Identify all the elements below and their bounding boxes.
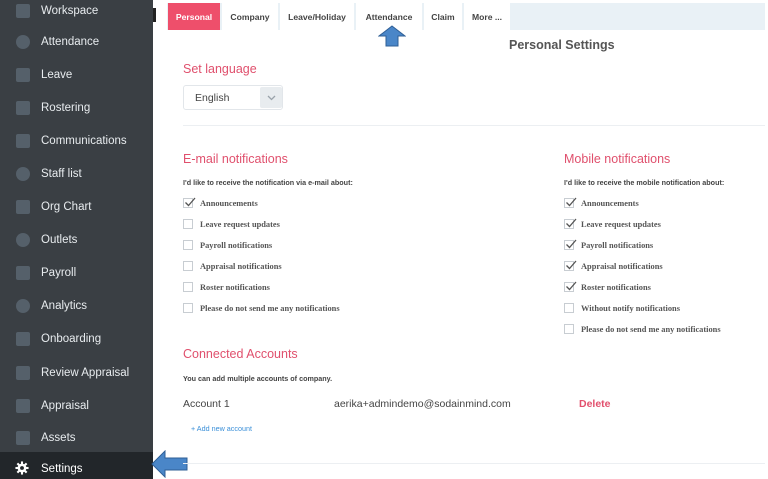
staff-list-icon [16, 167, 30, 181]
sidebar-item-label: Communications [41, 134, 127, 147]
sidebar-item-communications[interactable] [0, 124, 153, 157]
mobile-option-roster-notifications[interactable] [564, 280, 651, 294]
email-option-roster-notifications[interactable] [183, 280, 270, 294]
communications-icon [16, 134, 30, 148]
payroll-icon [16, 266, 30, 280]
language-select[interactable] [183, 85, 283, 110]
checkbox-label: Payroll notifications [581, 240, 654, 250]
sidebar-item-label: Attendance [41, 35, 100, 48]
mobile-notifications-subtitle: I'd like to receive the mobile notification about: [564, 178, 725, 187]
sidebar-item-label: Settings [41, 462, 83, 475]
mobile-option-leave-request-updates[interactable] [564, 217, 661, 231]
tab-attendance[interactable]: Attendance [356, 3, 422, 30]
checkbox[interactable] [183, 198, 193, 208]
tab-personal[interactable]: Personal [168, 3, 220, 30]
checkbox-label: Payroll notifications [200, 240, 273, 250]
add-new-account-link[interactable]: + Add new account [191, 424, 252, 433]
sidebar-item-label: Rostering [41, 101, 91, 114]
email-notifications-title: E-mail notifications [183, 152, 288, 166]
sidebar-item-label: Staff list [41, 167, 82, 180]
checkbox-label: Appraisal notifications [581, 261, 663, 271]
checkmark-icon [565, 238, 577, 250]
checkbox[interactable] [564, 303, 574, 313]
section-divider [183, 125, 765, 126]
mobile-option-do-not-send[interactable] [564, 322, 721, 336]
checkmark-icon [184, 196, 196, 208]
sidebar-item-label: Analytics [41, 299, 88, 312]
checkbox[interactable] [564, 282, 574, 292]
sidebar-item-workspace[interactable] [0, 0, 153, 27]
rostering-icon [16, 101, 30, 115]
outlets-icon [16, 233, 30, 247]
checkbox-label: Roster notifications [581, 282, 651, 292]
email-option-announcements[interactable] [183, 196, 258, 210]
sidebar-item-staff-list[interactable] [0, 157, 153, 190]
checkbox[interactable] [183, 219, 193, 229]
sidebar-item-label: Appraisal [41, 399, 89, 412]
appraisal-icon [16, 399, 30, 413]
sidebar-item-label: Onboarding [41, 332, 102, 345]
sidebar-item-org-chart[interactable] [0, 190, 153, 223]
sidebar-item-analytics[interactable] [0, 289, 153, 322]
sidebar-item-label: Review Appraisal [41, 366, 130, 379]
email-notifications-subtitle: I'd like to receive the notification via e-mail about: [183, 178, 353, 187]
checkmark-icon [565, 259, 577, 271]
sidebar-item-appraisal[interactable] [0, 389, 153, 422]
sidebar-item-onboarding[interactable] [0, 322, 153, 355]
email-option-do-not-send[interactable] [183, 301, 340, 315]
sidebar-item-settings[interactable] [0, 452, 153, 479]
workspace-icon [16, 4, 30, 18]
assets-icon [16, 431, 30, 445]
analytics-icon [16, 299, 30, 313]
email-option-payroll-notifications[interactable] [183, 238, 272, 252]
tab-company[interactable]: Company [222, 3, 278, 30]
sidebar-item-label: Assets [41, 431, 76, 444]
tab-leave-holiday[interactable]: Leave/Holiday [280, 3, 354, 30]
sidebar-item-rostering[interactable] [0, 91, 153, 124]
checkbox-label: Announcements [581, 198, 639, 208]
checkmark-icon [565, 196, 577, 208]
checkbox[interactable] [183, 303, 193, 313]
language-section-title: Set language [183, 62, 257, 76]
delete-account-button[interactable]: Delete [579, 398, 611, 410]
email-option-leave-request-updates[interactable] [183, 217, 280, 231]
checkbox[interactable] [564, 324, 574, 334]
checkbox[interactable] [564, 219, 574, 229]
mobile-option-payroll-notifications[interactable] [564, 238, 653, 252]
sidebar-item-payroll[interactable] [0, 256, 153, 289]
email-option-appraisal-notifications[interactable] [183, 259, 282, 273]
sidebar-item-attendance[interactable] [0, 25, 153, 58]
annotation-arrow-left-icon [151, 450, 188, 478]
connected-accounts-subtitle: You can add multiple accounts of company. [183, 374, 333, 383]
checkbox[interactable] [183, 261, 193, 271]
checkbox-label: Leave request updates [200, 219, 280, 229]
checkmark-icon [565, 280, 577, 292]
sidebar-item-assets[interactable] [0, 421, 153, 454]
checkbox-label: Appraisal notifications [200, 261, 282, 271]
annotation-arrow-up-icon [378, 25, 406, 47]
checkbox-label: Leave request updates [581, 219, 661, 229]
language-selected-value: English [195, 92, 230, 104]
checkbox-label: Announcements [200, 198, 258, 208]
checkbox[interactable] [564, 261, 574, 271]
mobile-notifications-title: Mobile notifications [564, 152, 671, 166]
mobile-option-announcements[interactable] [564, 196, 639, 210]
sidebar [0, 0, 153, 479]
mobile-option-appraisal-notifications[interactable] [564, 259, 663, 273]
checkbox-label: Without notify notifications [581, 303, 680, 313]
leave-icon [16, 68, 30, 82]
review-appraisal-icon [16, 366, 30, 380]
checkmark-icon [565, 217, 577, 229]
org-chart-icon [16, 200, 30, 214]
sidebar-item-label: Payroll [41, 266, 77, 279]
gear-icon [15, 461, 29, 475]
checkbox[interactable] [183, 240, 193, 250]
account-email: aerika+admindemo@sodainmind.com [334, 398, 511, 410]
attendance-icon [16, 35, 30, 49]
sidebar-item-label: Org Chart [41, 200, 92, 213]
checkbox[interactable] [183, 282, 193, 292]
sidebar-item-leave[interactable] [0, 58, 153, 91]
account-name: Account 1 [183, 398, 230, 410]
checkbox[interactable] [564, 198, 574, 208]
tab-more[interactable]: More ... [464, 3, 510, 30]
sidebar-item-label: Outlets [41, 233, 78, 246]
page-title: Personal Settings [509, 38, 615, 52]
connected-accounts-title: Connected Accounts [183, 347, 298, 361]
checkbox-label: Please do not send me any notifications [581, 324, 721, 334]
sidebar-item-review-appraisal[interactable] [0, 356, 153, 389]
sidebar-divider [153, 8, 156, 22]
checkbox-label: Roster notifications [200, 282, 270, 292]
sidebar-item-outlets[interactable] [0, 223, 153, 256]
mobile-option-without-notify[interactable] [564, 301, 680, 315]
sidebar-item-label: Leave [41, 68, 73, 81]
checkbox[interactable] [564, 240, 574, 250]
tab-claim[interactable]: Claim [424, 3, 462, 30]
section-divider [183, 463, 765, 464]
sidebar-item-label: Workspace [41, 4, 99, 17]
checkbox-label: Please do not send me any notifications [200, 303, 340, 313]
chevron-down-icon [260, 87, 282, 108]
onboarding-icon [16, 332, 30, 346]
